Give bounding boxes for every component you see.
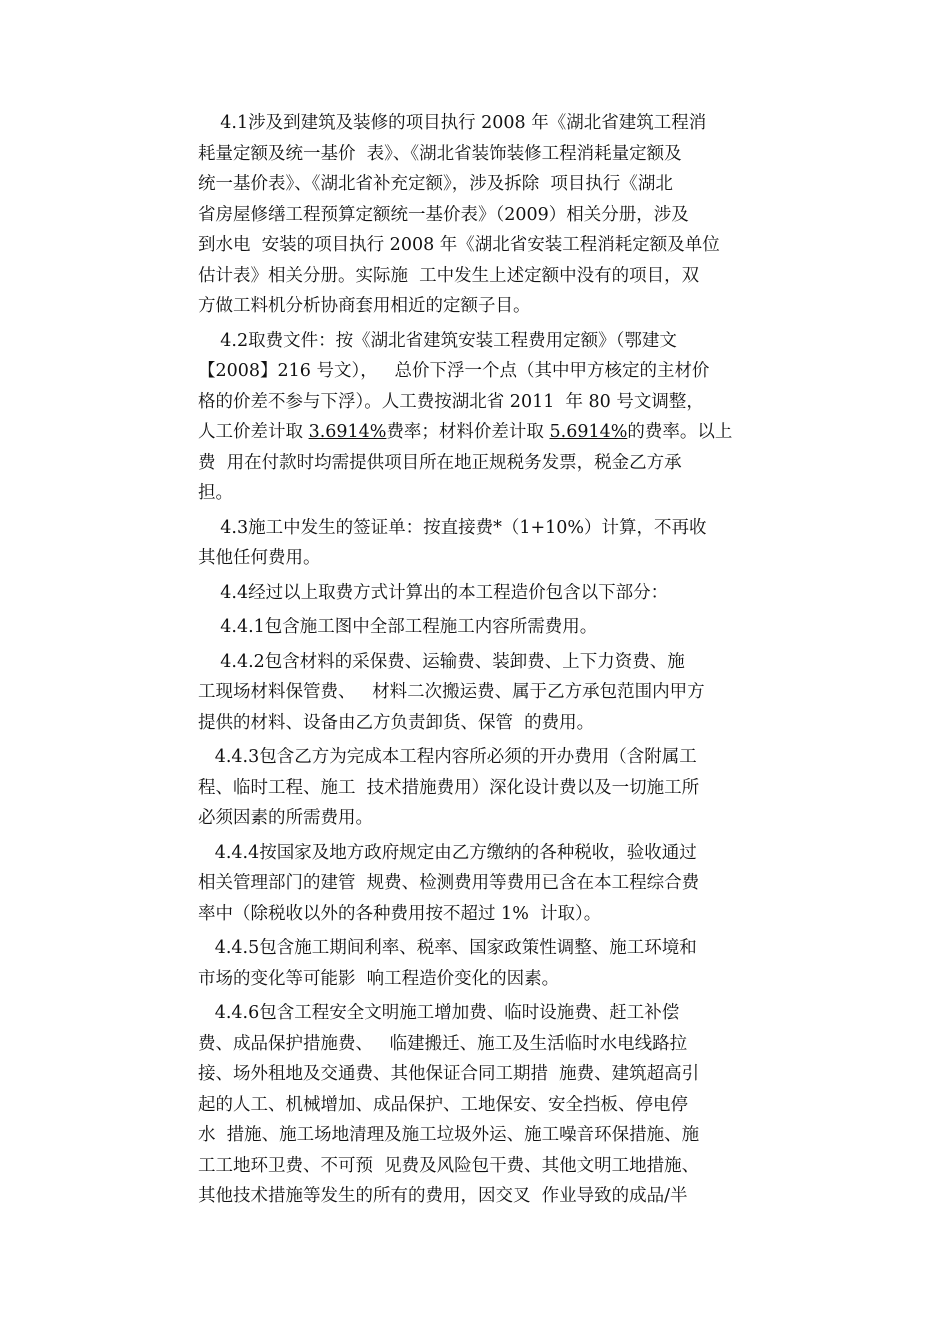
- text-line: 4.4经过以上取费方式计算出的本工程造价包含以下部分：: [198, 582, 669, 603]
- paragraph-4-1: [198, 108, 758, 322]
- paragraph-4-4-4: [198, 838, 758, 930]
- text-line: 费 用在付款时均需提供项目所在地正规税务发票，税金乙方承: [198, 452, 682, 473]
- paragraph-4-4-2: [198, 647, 758, 739]
- text-line: 4.4.4按国家及地方政府规定由乙方缴纳的各种税收，验收通过: [198, 842, 697, 863]
- text-line: 其他任何费用。: [198, 548, 321, 568]
- text-line: 4.4.5包含施工期间利率、税率、国家政策性调整、施工环境和: [198, 938, 697, 958]
- labor-rate-value: 3.6914%: [308, 422, 387, 442]
- text-line: 其他技术措施等发生的所有的费用，因交叉 作业导致的成品/半: [198, 1186, 688, 1206]
- text-line: 到水电 安装的项目执行 2008 年《湖北省安装工程消耗定额及单位: [198, 235, 720, 255]
- paragraph-4-3: [198, 513, 758, 574]
- text-line: 【2008】216 号文）， 总价下浮一个点（其中甲方核定的主材价: [198, 361, 710, 381]
- document-body: [198, 108, 758, 1216]
- text-line: 4.2取费文件：按《湖北省建筑安装工程费用定额》（鄂建文: [198, 330, 677, 351]
- paragraph-4-4-1: [198, 612, 758, 643]
- text-line: 提供的材料、设备由乙方负责卸货、保管 的费用。: [198, 712, 595, 733]
- text-line: 市场的变化等可能影 响工程造价变化的因素。: [198, 968, 560, 989]
- text-line: 工现场材料保管费、 材料二次搬运费、属于乙方承包范围内甲方: [198, 682, 705, 702]
- text-line: 费、成品保护措施费、 临建搬迁、施工及生活临时水电线路拉: [198, 1033, 688, 1054]
- paragraph-4-4: [198, 578, 758, 609]
- text-line: 省房屋修缮工程预算定额统一基价表》（2009）相关分册，涉及: [198, 204, 689, 225]
- text-line: 估计表》相关分册。实际施 工中发生上述定额中没有的项目，双: [198, 265, 700, 286]
- text-line: 率中（除税收以外的各种费用按不超过 1% 计取）。: [198, 903, 602, 924]
- paragraph-4-2: [198, 326, 758, 509]
- text-line: 耗量定额及统一基价 表》、《湖北省装饰装修工程消耗量定额及: [198, 143, 682, 164]
- text-line: 统一基价表》、《湖北省补充定额》，涉及拆除 项目执行《湖北: [198, 174, 673, 194]
- paragraph-4-4-5: [198, 933, 758, 994]
- text-line: 4.4.6包含工程安全文明施工增加费、临时设施费、赶工补偿: [198, 1003, 680, 1023]
- text-line-with-rates: [198, 417, 758, 448]
- text-line: 担。: [198, 483, 233, 503]
- text-line: 4.1涉及到建筑及装修的项目执行 2008 年《湖北省建筑工程消: [198, 113, 707, 133]
- text-line: 水 措施、施工场地清理及施工垃圾外运、施工噪音环保措施、施: [198, 1125, 700, 1145]
- text-line: 接、场外租地及交通费、其他保证合同工期措 施费、建筑超高引: [198, 1064, 700, 1084]
- rate-line-suffix: 的费率。以上: [627, 422, 733, 442]
- rate-line-prefix: 人工价差计取: [198, 422, 309, 442]
- paragraph-4-4-6: [198, 998, 758, 1212]
- text-line: 相关管理部门的建管 规费、检测费用等费用已含在本工程综合费: [198, 873, 700, 893]
- text-line: 必须因素的所需费用。: [198, 808, 373, 828]
- text-line: 4.3施工中发生的签证单：按直接费*（1+10%）计算，不再收: [198, 517, 707, 538]
- material-rate-value: 5.6914%: [549, 422, 628, 442]
- rate-line-middle: 费率；材料价差计取: [386, 422, 550, 442]
- text-line: 起的人工、机械增加、成品保护、工地保安、安全挡板、停电停: [198, 1094, 688, 1115]
- paragraph-4-4-3: [198, 742, 758, 834]
- text-line: 工工地环卫费、不可预 见费及风险包干费、其他文明工地措施、: [198, 1155, 700, 1176]
- text-line: 4.4.2包含材料的采保费、运输费、装卸费、上下力资费、施: [198, 651, 685, 672]
- text-line: 程、临时工程、施工 技术措施费用）深化设计费以及一切施工所: [198, 777, 700, 798]
- text-line: 方做工料机分析协商套用相近的定额子目。: [198, 296, 531, 316]
- text-line: 4.4.3包含乙方为完成本工程内容所必须的开办费用（含附属工: [198, 747, 697, 767]
- text-line: 4.4.1包含施工图中全部工程施工内容所需费用。: [198, 617, 598, 637]
- text-line: 格的价差不参与下浮）。人工费按湖北省 2011 年 80 号文调整，: [198, 391, 704, 412]
